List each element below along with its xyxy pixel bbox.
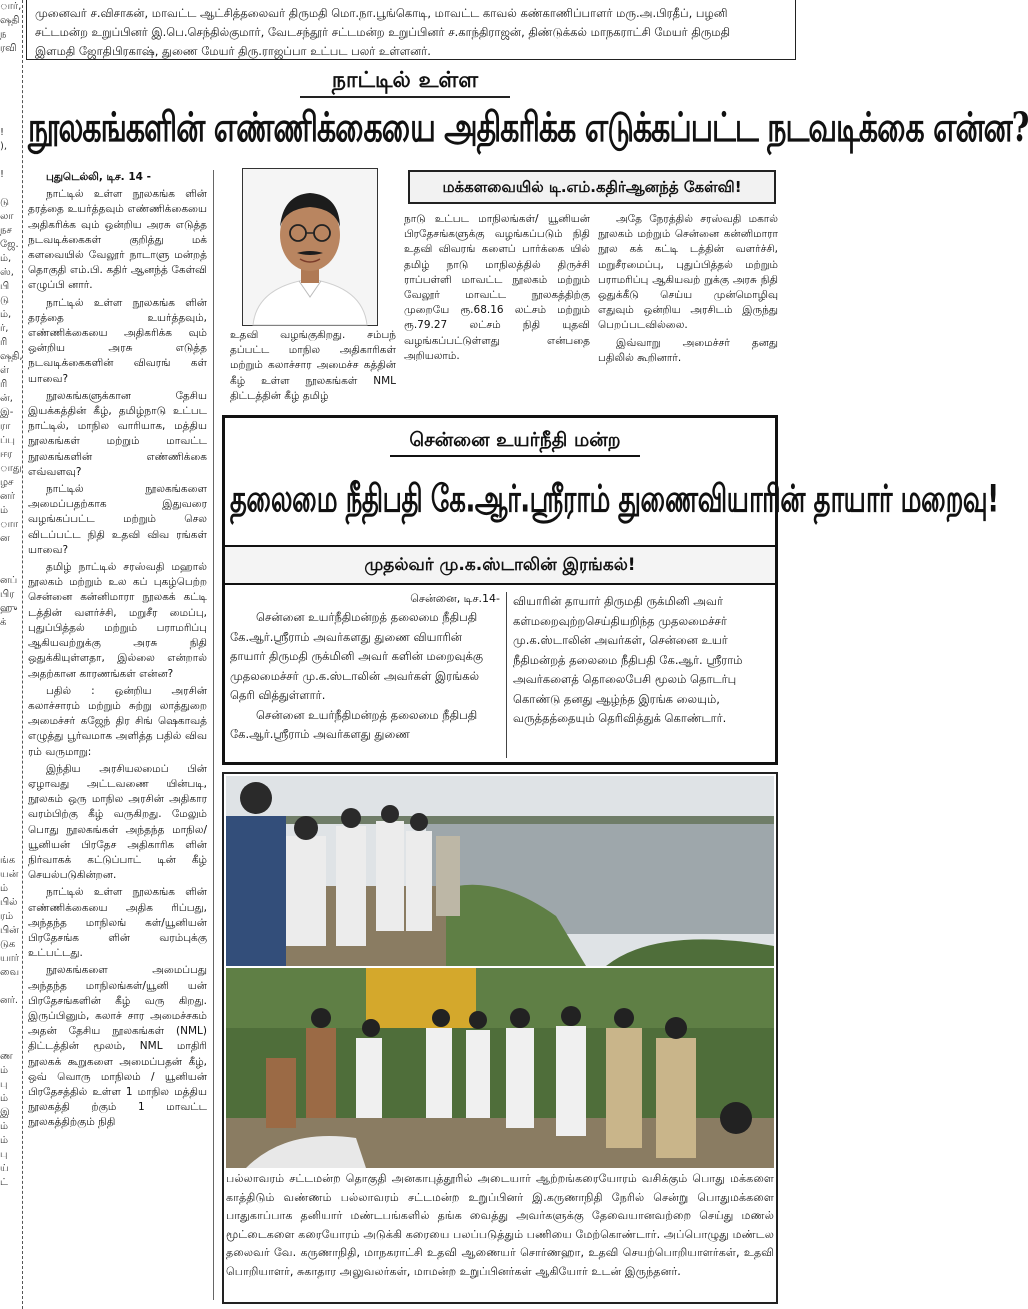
edge-fragment: டு xyxy=(0,295,9,306)
story1-right-column-1 xyxy=(404,212,590,412)
paragraph: தமிழ் நாட்டில் சரஸ்வதி மஹால் நூலகம் மற்றும் உல கப் புகழ்பெற்ற சென்னை கன்னிமாரா நூலகக் கட்டி டத்தின் வளர்ச்சி, மறுசீர மைப்பு, புதுப்பித்தல் மற்றும் பராமரிப்பு ஆகியவற்றுக்கு அரசு நிதி ஒதுக்கியுள்ளதா, இல்லை என்றால் அதற்கான காரணங்கள் என்ன? xyxy=(28,561,207,680)
edge-fragment: ரா xyxy=(0,421,11,432)
story1-middle-text xyxy=(230,328,396,414)
top-caption-line: முனைவர் ச.விசாகன், மாவட்ட ஆட்சித்தலைவர் திருமதி மொ.நா.பூங்கொடி, மாவட்ட காவல் கண்காணிப்பாளர் மரு.அ.பிரதீப், பழனி xyxy=(35,6,728,20)
story2-column-2 xyxy=(506,592,770,758)
left-edge-column-fragments xyxy=(0,0,23,1309)
story1-middle-paragraph: உதவி வழங்குகிறது. சம்பந் தப்பட்ட மாநில அதிகாரிகள் மற்றும் கலாச்சார அமைச்ச கத்தின் கீழ் உள்ள நூலகங்கள் NML திட்டத்தின் கீழ் தமிழ் xyxy=(230,329,396,402)
edge-fragment: பு xyxy=(0,1149,8,1160)
edge-fragment: ஜே. xyxy=(0,239,19,250)
paragraph: அதே நேரத்தில் சரஸ்வதி மகால் நூலகம் மற்றும் சென்னை கன்னிமாரா நூல கக் கட்டி டத்தின் வளர்ச்சி, மறுசீரமைப்பு, புதுப்பித்தல் மற்றும் பராமரிப்பு ஆகியவற் றுக்கு அரசு நிதி ஒதுக்கீடு செய்ய முன்மொழிவு எதுவும் ஒன்றிய அரசிடம் இருந்து பெறப்படவில்லை. xyxy=(598,213,778,332)
story1-kicker: நாட்டில் உள்ள xyxy=(300,66,510,98)
edge-fragment: இ- xyxy=(0,407,14,418)
photo-caption: பல்லாவரம் சட்டமன்ற தொகுதி அனகாபுத்தூரில் அடையார் ஆற்றங்கரையோரம் வசிக்கும் பொது மக்களை காத்திடும் வண்ணம் பல்லாவரம் சட்டமன்ற உறுப்பினர் இ.கருணாநிதி நேரில் சென்று பொதுமக்களை பாதுகாப்பாக தனியார் மண்டபங்களில் தங்க வைத்து அவர்களுக்கு தேவையானவற்றை செய்து மணல் மூட்டைகளை கரையோரம் அடுக்கி கரையை பலப்படுத்தும் பணியை மேற்கொண்டார். அப்பொழுது மண்டல தலைவர் வே. கருணாநிதி, மாநகராட்சி உதவி ஆணையர் சொர்ணஹா, உதவி செயற்பொறியாளர்கள், உதவி பொறியாளர், சுகாதார அலுவலர்கள், மாமன்ற உறுப்பினர்கள் ஆகியோர் உடன் இருந்தனர். xyxy=(226,1172,774,1278)
edge-fragment xyxy=(0,644,22,658)
edge-fragment xyxy=(0,728,22,742)
edge-fragment: ன், xyxy=(0,393,13,404)
edge-fragment: ! xyxy=(0,169,5,180)
story2-col2-paragraph: வியாரின் தாயார் திருமதி ருக்மினி அவர் கள்மறைவுற்றசெய்தியறிந்த முதலமைச்சர் மு.க.ஸ்டாலின் அவர்கள், சென்னை உயர் நீதிமன்றத் தலைமை நீதிபதி கே.ஆர். ஸ்ரீராம் அவர்களைத் தொலைபேசி மூலம் தொடர்பு கொண்டு தனது ஆழ்ந்த இரங்க லையும், வருத்தத்தையும் தெரிவித்துக் கொண்டார். xyxy=(513,594,743,725)
edge-fragment xyxy=(0,658,22,672)
edge-fragment xyxy=(0,560,22,574)
paragraph: இவ்வாறு அமைச்சர் தனது பதிலில் கூறினார். xyxy=(598,336,778,364)
paragraph: பதில் : ஒன்றிய அரசின் கலாச்சாரம் மற்றும் சுற்று லாத்துறை அமைச்சர் கஜேந் திர சிங் ஷெகாவத் எழுத்து பூர்வமாக அளித்த பதில் விவ ரம் வருமாறு: xyxy=(28,684,207,758)
story1-right-column-2 xyxy=(598,212,778,412)
top-caption-line: இளமதி ஜோதிபிரகாஷ், துணை மேயர் திரு.ராஜப்பா உட்பட பலர் உள்ளனர். xyxy=(35,44,431,58)
edge-fragment xyxy=(0,630,22,644)
edge-fragment: நச xyxy=(0,225,12,236)
paragraph: நூலகங்களை அமைப்பது அந்தந்த மாநிலங்கள்/யூனி யன் பிரதேசங்களின் கீழ் வரு கிறது. இருப்பினும், கலாச் சார அமைச்சகம் அதன் தேசிய நூலகங்கள் (NML) திட்டத்தின் மூலம், NML மாதிரி நூலகக் கூறுகளை அமைப்பதன் கீழ், ஒவ் வொரு மாநிலம் / யூனியன் பிரதேசத்தில் உள்ள 1 மாநில மத்திய நூலகத்தி ற்கும் 1 மாவட்ட நூலகத்திற்கும் நிதி xyxy=(28,964,207,1129)
story1-headline: நூலகங்களின் எண்ணிக்கையை அதிகரிக்க எடுக்கப்பட்ட நடவடிக்கை என்ன? xyxy=(28,104,1028,152)
edge-fragment: ள் xyxy=(0,365,10,376)
edge-fragment xyxy=(0,812,22,826)
edge-fragment: ரி xyxy=(0,379,8,390)
edge-fragment: ந xyxy=(0,29,7,40)
edge-fragment: ), xyxy=(0,141,8,152)
story2-headline: தலைமை நீதிபதி கே.ஆர்.ஸ்ரீராம் துணைவியாரின் தாயார் மறைவு! xyxy=(230,478,999,522)
edge-fragment xyxy=(0,756,22,770)
edge-fragment: ரவி xyxy=(0,43,17,54)
edge-fragment xyxy=(0,672,22,686)
edge-fragment: பின் xyxy=(0,925,19,936)
story2-kicker: சென்னை உயர்நீதி மன்ற xyxy=(390,425,640,457)
story2-dateline: சென்னை, டிச.14- xyxy=(410,592,500,605)
edge-fragment: ஸ், xyxy=(0,267,14,278)
portrait-illustration xyxy=(243,169,377,325)
edge-fragment xyxy=(0,154,22,168)
story2-col1-paragraphs xyxy=(230,608,496,745)
edge-fragment: ரம் xyxy=(0,911,14,922)
edge-fragment xyxy=(0,1022,22,1036)
edge-fragment: ம் xyxy=(0,883,9,894)
edge-fragment: ழச xyxy=(0,477,14,488)
edge-fragment xyxy=(0,826,22,840)
paragraph: இந்திய அரசியலமைப் பின் ஏழாவது அட்டவணை யின்படி, நூலகம் ஒரு மாநில அரசின் அதிகார வரம்பிற்கு கீழ் வருகிறது. மேலும் பொது நூலகங்கள் அந்தந்த மாநில/ யூனியன் பிரதேச அதிகாரிக ளின் நிர்வாகக் கட்டுப்பாட் டின் கீழ் செயல்படுகின்றன. xyxy=(28,762,207,882)
mp-portrait-photo xyxy=(242,168,378,326)
edge-fragment: ஈர xyxy=(0,449,13,460)
edge-fragment xyxy=(0,98,22,112)
edge-fragment: ஹு xyxy=(0,603,18,614)
edge-fragment: ங்க xyxy=(0,855,16,866)
edge-fragment xyxy=(0,798,22,812)
edge-fragment: ஷதி, xyxy=(0,351,23,362)
edge-fragment xyxy=(0,56,22,70)
paragraph: நாட்டில் உள்ள நூலகங்க ளின் தரத்தை உயர்த்தவும், எண்ணிக்கையை அதிகரிக்க வும் ஒன்றிய அரசு எடுத்த நடவடிக்கைகளின் விவரங் கள் யாவை? xyxy=(28,296,207,385)
edge-fragment: ரி xyxy=(0,337,8,348)
paragraph: நாட்டில் நூலகங்களை அமைப்பதற்காக இதுவரை வழங்கப்பட்ட மற்றும் செல விடப்பட்ட நிதி உதவி விவ ரங்கள் யாவை? xyxy=(28,483,207,556)
edge-fragment: ம், xyxy=(0,253,12,264)
edge-fragment xyxy=(0,840,22,854)
edge-fragment: னர் xyxy=(0,491,15,502)
top-caption-box xyxy=(26,0,796,60)
edge-fragment: டுக xyxy=(0,939,16,950)
edge-fragment: லா xyxy=(0,211,14,222)
paragraph: நாட்டில் உள்ள நூலகங்க ளின் தரத்தை உயர்த்தவும் எண்ணிக்கையை அதிகரிக்க வும் ஒன்றிய அரசு எடுத்த நடவடிக்கைகள் குறித்து மக் களவையில் வேலூர் நாடாளு மன்றத் தொகுதி எம்.பி. கதிர் ஆனந்த் கேள்வி எழுப்பி னார். xyxy=(28,188,207,292)
story2-subhead: முதல்வர் மு.க.ஸ்டாலின் இரங்கல்! xyxy=(225,545,775,585)
edge-fragment xyxy=(0,770,22,784)
edge-fragment: ர், xyxy=(0,323,9,334)
story1-right1-paragraph: நாடு உட்பட மாநிலங்கள்/ யூனியன் பிரதேசங்களுக்கு வழங்கப்படும் நிதி உதவி விவரங் களைப் பார்க்கை யில் தமிழ் நாடு மாநிலத்தில் திருச்சி ராப்பள்ளி மாவட்ட நூலகம் மற்றும் வேலூர் மாவட்ட நூலகத்திற்கு முறையே ரூ.68.16 லட்சம் மற்றும் ரூ.79.27 லட்சம் நிதி யுதவி வழங்கப்பட்டுள்ளது என்பதை அறியலாம். xyxy=(404,213,590,362)
edge-fragment: ஷதி xyxy=(0,15,20,26)
edge-fragment xyxy=(0,742,22,756)
edge-fragment: ம் xyxy=(0,1121,9,1132)
edge-fragment xyxy=(0,714,22,728)
edge-fragment xyxy=(0,182,22,196)
edge-fragment: யன் xyxy=(0,869,19,880)
edge-fragment xyxy=(0,1036,22,1050)
edge-fragment xyxy=(0,84,22,98)
edge-fragment: ட் xyxy=(0,1177,8,1188)
story1-left-column xyxy=(28,170,214,1300)
edge-fragment xyxy=(0,686,22,700)
sandbag-work-photo-bottom xyxy=(226,968,774,1168)
edge-fragment xyxy=(0,700,22,714)
top-caption-line: சட்டமன்ற உறுப்பினர் இ.பெ.செந்தில்குமார், வேடசந்தூர் சட்டமன்ற உறுப்பினர் ச.காந்திராஜன், திண்டுக்கல் மாநகராட்சி மேயர் திருமதி xyxy=(35,25,731,39)
edge-fragment: வை xyxy=(0,967,20,978)
paragraph: நாட்டில் உள்ள நூலகங்க ளின் எண்ணிக்கையை அதிக ரிப்பது, அந்தந்த மாநிலங் கள்/யூனியன் பிரதேசங்க ளின் வரம்புக்கு உட்பட்டது. xyxy=(28,886,207,960)
edge-fragment: ம் xyxy=(0,1093,9,1104)
edge-fragment xyxy=(0,980,22,994)
edge-fragment: ண xyxy=(0,1051,13,1062)
edge-fragment xyxy=(0,546,22,560)
edge-fragment: பு xyxy=(0,1079,8,1090)
story1-right2-paragraphs xyxy=(598,212,778,366)
paragraph: நூலகங்களுக்கான தேசிய இயக்கத்தின் கீழ், தமிழ்நாடு உட்பட நாட்டில், மாநில வாரியாக, மத்திய நூலகங்கள் மற்றும் மாவட்ட நூலகங்களின் எண்ணிக்கை எவ்வளவு? xyxy=(28,389,207,478)
edge-fragment xyxy=(0,784,22,798)
edge-fragment: ப்பு xyxy=(0,435,15,446)
edge-fragment: யார் xyxy=(0,953,20,964)
story1-left-paragraphs xyxy=(28,187,207,1130)
edge-fragment: ம், xyxy=(0,309,12,320)
edge-fragment: இ xyxy=(0,1107,10,1118)
edge-fragment xyxy=(0,1008,22,1022)
edge-fragment: பிர xyxy=(0,589,15,600)
story1-dateline: புதுடெல்லி, டிச. 14 - xyxy=(46,171,151,183)
edge-fragment: ய் xyxy=(0,1163,9,1174)
edge-fragment: ார், xyxy=(0,1,22,12)
paragraph: சென்னை உயர்நீதிமன்றத் தலைமை நீதிபதி கே.ஆர்.ஸ்ரீராம் அவர்களது துணை xyxy=(230,707,478,741)
edge-fragment: பில் xyxy=(0,897,18,908)
story2-column-1 xyxy=(230,608,496,758)
edge-fragment: ன xyxy=(0,533,10,544)
edge-fragment xyxy=(0,70,22,84)
edge-fragment: ாா xyxy=(0,519,19,530)
edge-fragment: னர். xyxy=(0,995,19,1006)
edge-fragment: க் xyxy=(0,617,7,628)
edge-fragment: பி xyxy=(0,281,10,292)
edge-fragment: ம் xyxy=(0,1065,9,1076)
paragraph: சென்னை உயர்நீதிமன்றத் தலைமை நீதிபதி கே.ஆர்.ஸ்ரீராம் அவர்களது துணை வியாரின் தாயார் திருமதி ருக்மினி அவர் களின் மறைவுக்கு முதலமைச்சர் மு.க.ஸ்டாலின் அவர்கள் இரங்கல் தெரி வித்துள்ளார். xyxy=(230,610,483,702)
edge-fragment: ம் xyxy=(0,1135,9,1146)
edge-fragment: ாது xyxy=(0,463,22,474)
edge-fragment: ! xyxy=(0,127,5,138)
story1-subhead: மக்களவையில் டி.எம்.கதிர்ஆனந்த் கேள்வி! xyxy=(408,170,776,204)
edge-fragment: ம் xyxy=(0,505,9,516)
edge-fragment xyxy=(0,112,22,126)
edge-fragment: னப் xyxy=(0,575,18,586)
edge-fragment: டு xyxy=(0,197,9,208)
riverbank-inspection-photo-top xyxy=(226,776,774,966)
